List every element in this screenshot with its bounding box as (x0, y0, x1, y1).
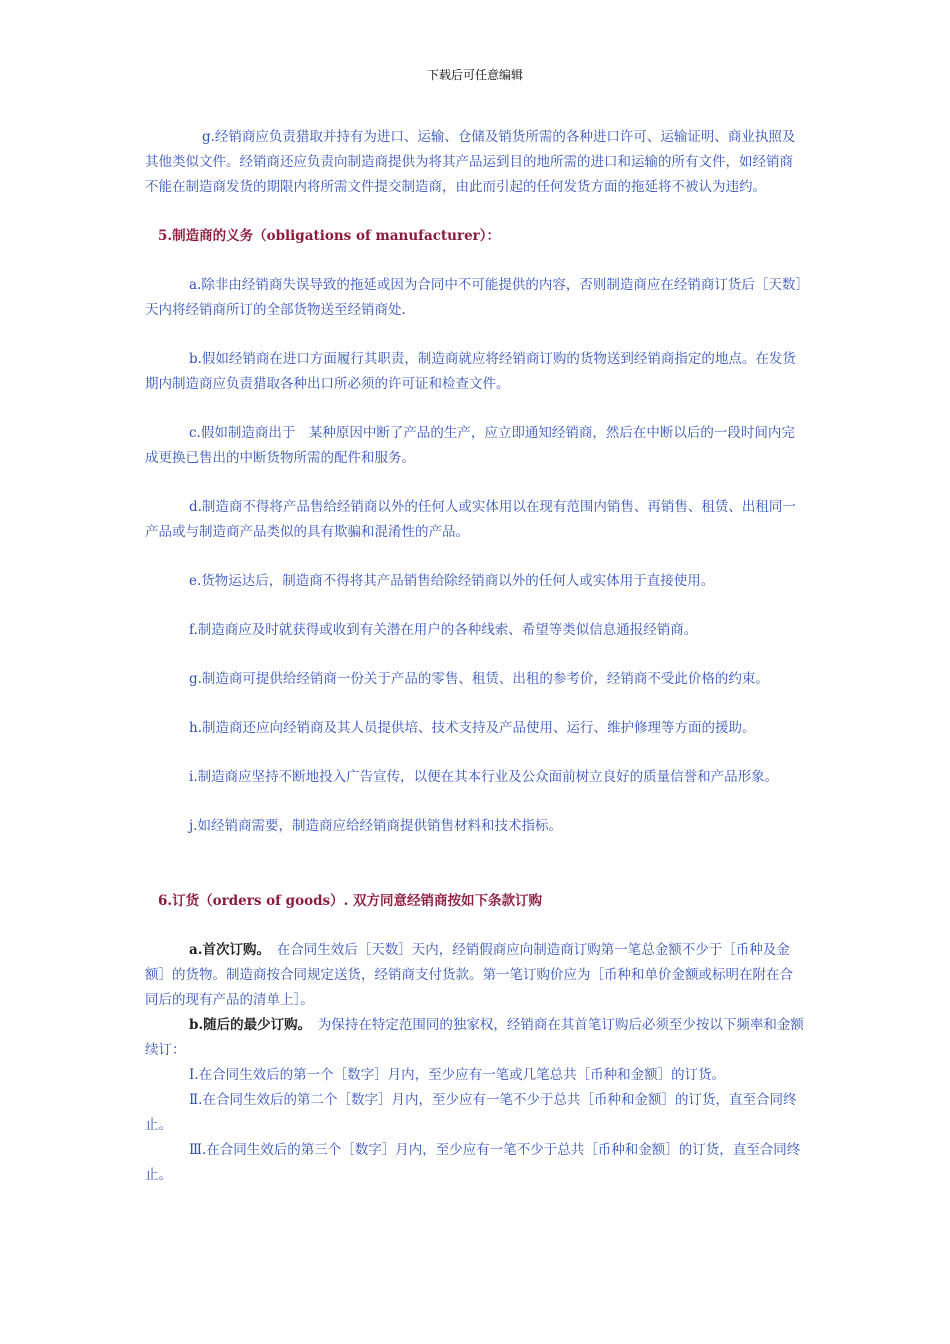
clause-5g: g.制造商可提供给经销商一份关于产品的零售、租赁、出租的参考价，经销商不受此价格的约束。 (189, 671, 769, 687)
clause-6b (145, 1013, 805, 1063)
clause-5j: j.如经销商需要，制造商应给经销商提供销售材料和技术指标。 (189, 818, 562, 834)
clause-6a-label: a.首次订购。 (189, 942, 264, 958)
clause-6b-i: Ⅰ.在合同生效后的第一个［数字］月内，至少应有一笔或几笔总共［币种和金额］的订货。 (189, 1067, 726, 1083)
clause-4g: g.经销商应负责猎取并持有为进口、运输、仓储及销货所需的各种进口许可、运输证明、商业执照及其他类似文件。经销商还应负责向制造商提供为将其产品运到目的地所需的进口和运输的所有文件，如经销商不能在制造商发货的期限内将所需文件提交制造商，由此而引起的任何发货方面的拖延将不被认为违约。 (145, 129, 796, 195)
clause-5i: i.制造商应坚持不断地投入广告宣传，以便在其本行业及公众面前树立良好的质量信誉和产品形象。 (189, 769, 779, 785)
clause-5f: f.制造商应及时就获得或收到有关潜在用户的各种线索、希望等类似信息通报经销商。 (189, 622, 698, 638)
clause-5c: c.假如制造商出于 某种原因中断了产品的生产，应立即通知经销商，然后在中断以后的一段时间内完成更换已售出的中断货物所需的配件和服务。 (145, 425, 795, 466)
clause-5e: e.货物运达后，制造商不得将其产品销售给除经销商以外的任何人或实体用于直接使用。 (189, 573, 715, 589)
clause-5b: b.假如经销商在进口方面履行其职责，制造商就应将经销商订购的货物送到经销商指定的地点。在发货期内制造商应负责猎取各种出口所必须的许可证和检查文件。 (145, 351, 796, 392)
section-6-heading: 6.订货（orders of goods）. 双方同意经销商按如下条款订购 (158, 893, 543, 909)
clause-5h: h.制造商还应向经销商及其人员提供培、技术支持及产品使用、运行、维护修理等方面的援助。 (189, 720, 756, 736)
clause-6b-iii: Ⅲ.在合同生效后的第三个［数字］月内，至少应有一笔不少于总共［币种和金额］的订货，直至合同终止。 (145, 1142, 801, 1183)
document-body (145, 125, 805, 1188)
page-header: 下载后可任意编辑 (426, 68, 523, 82)
clause-5d: d.制造商不得将产品售给经销商以外的任何人或实体用以在现有范围内销售、再销售、租赁、出租同一产品或与制造商产品类似的具有欺骗和混淆性的产品。 (145, 499, 796, 540)
clause-6a (145, 938, 805, 1013)
section-5-heading: 5.制造商的义务（obligations of manufacturer）： (158, 228, 501, 244)
clause-6b-label: b.随后的最少订购。 (189, 1017, 305, 1033)
clause-6b-ii: Ⅱ.在合同生效后的第二个［数字］月内，至少应有一笔不少于总共［币种和金额］的订货，直至合同终止。 (145, 1092, 797, 1133)
clause-6a-text: 在合同生效后［天数］天内，经销假商应向制造商订购第一笔总金额不少于［币种及金额］的货物。制造商按合同规定送货，经销商支付货款。第一笔订购价应为［币种和单价金额或标明在附在合同后的现有产品的清单上］。 (145, 942, 793, 1008)
clause-5a: a.除非由经销商失误导致的拖延或因为合同中不可能提供的内容，否则制造商应在经销商订货后［天数］天内将经销商所订的全部货物送至经销商处. (145, 277, 803, 318)
clause-6b-text: 为保持在特定范围同的独家权，经销商在其首笔订购后必须至少按以下频率和金额续订： (145, 1017, 804, 1058)
